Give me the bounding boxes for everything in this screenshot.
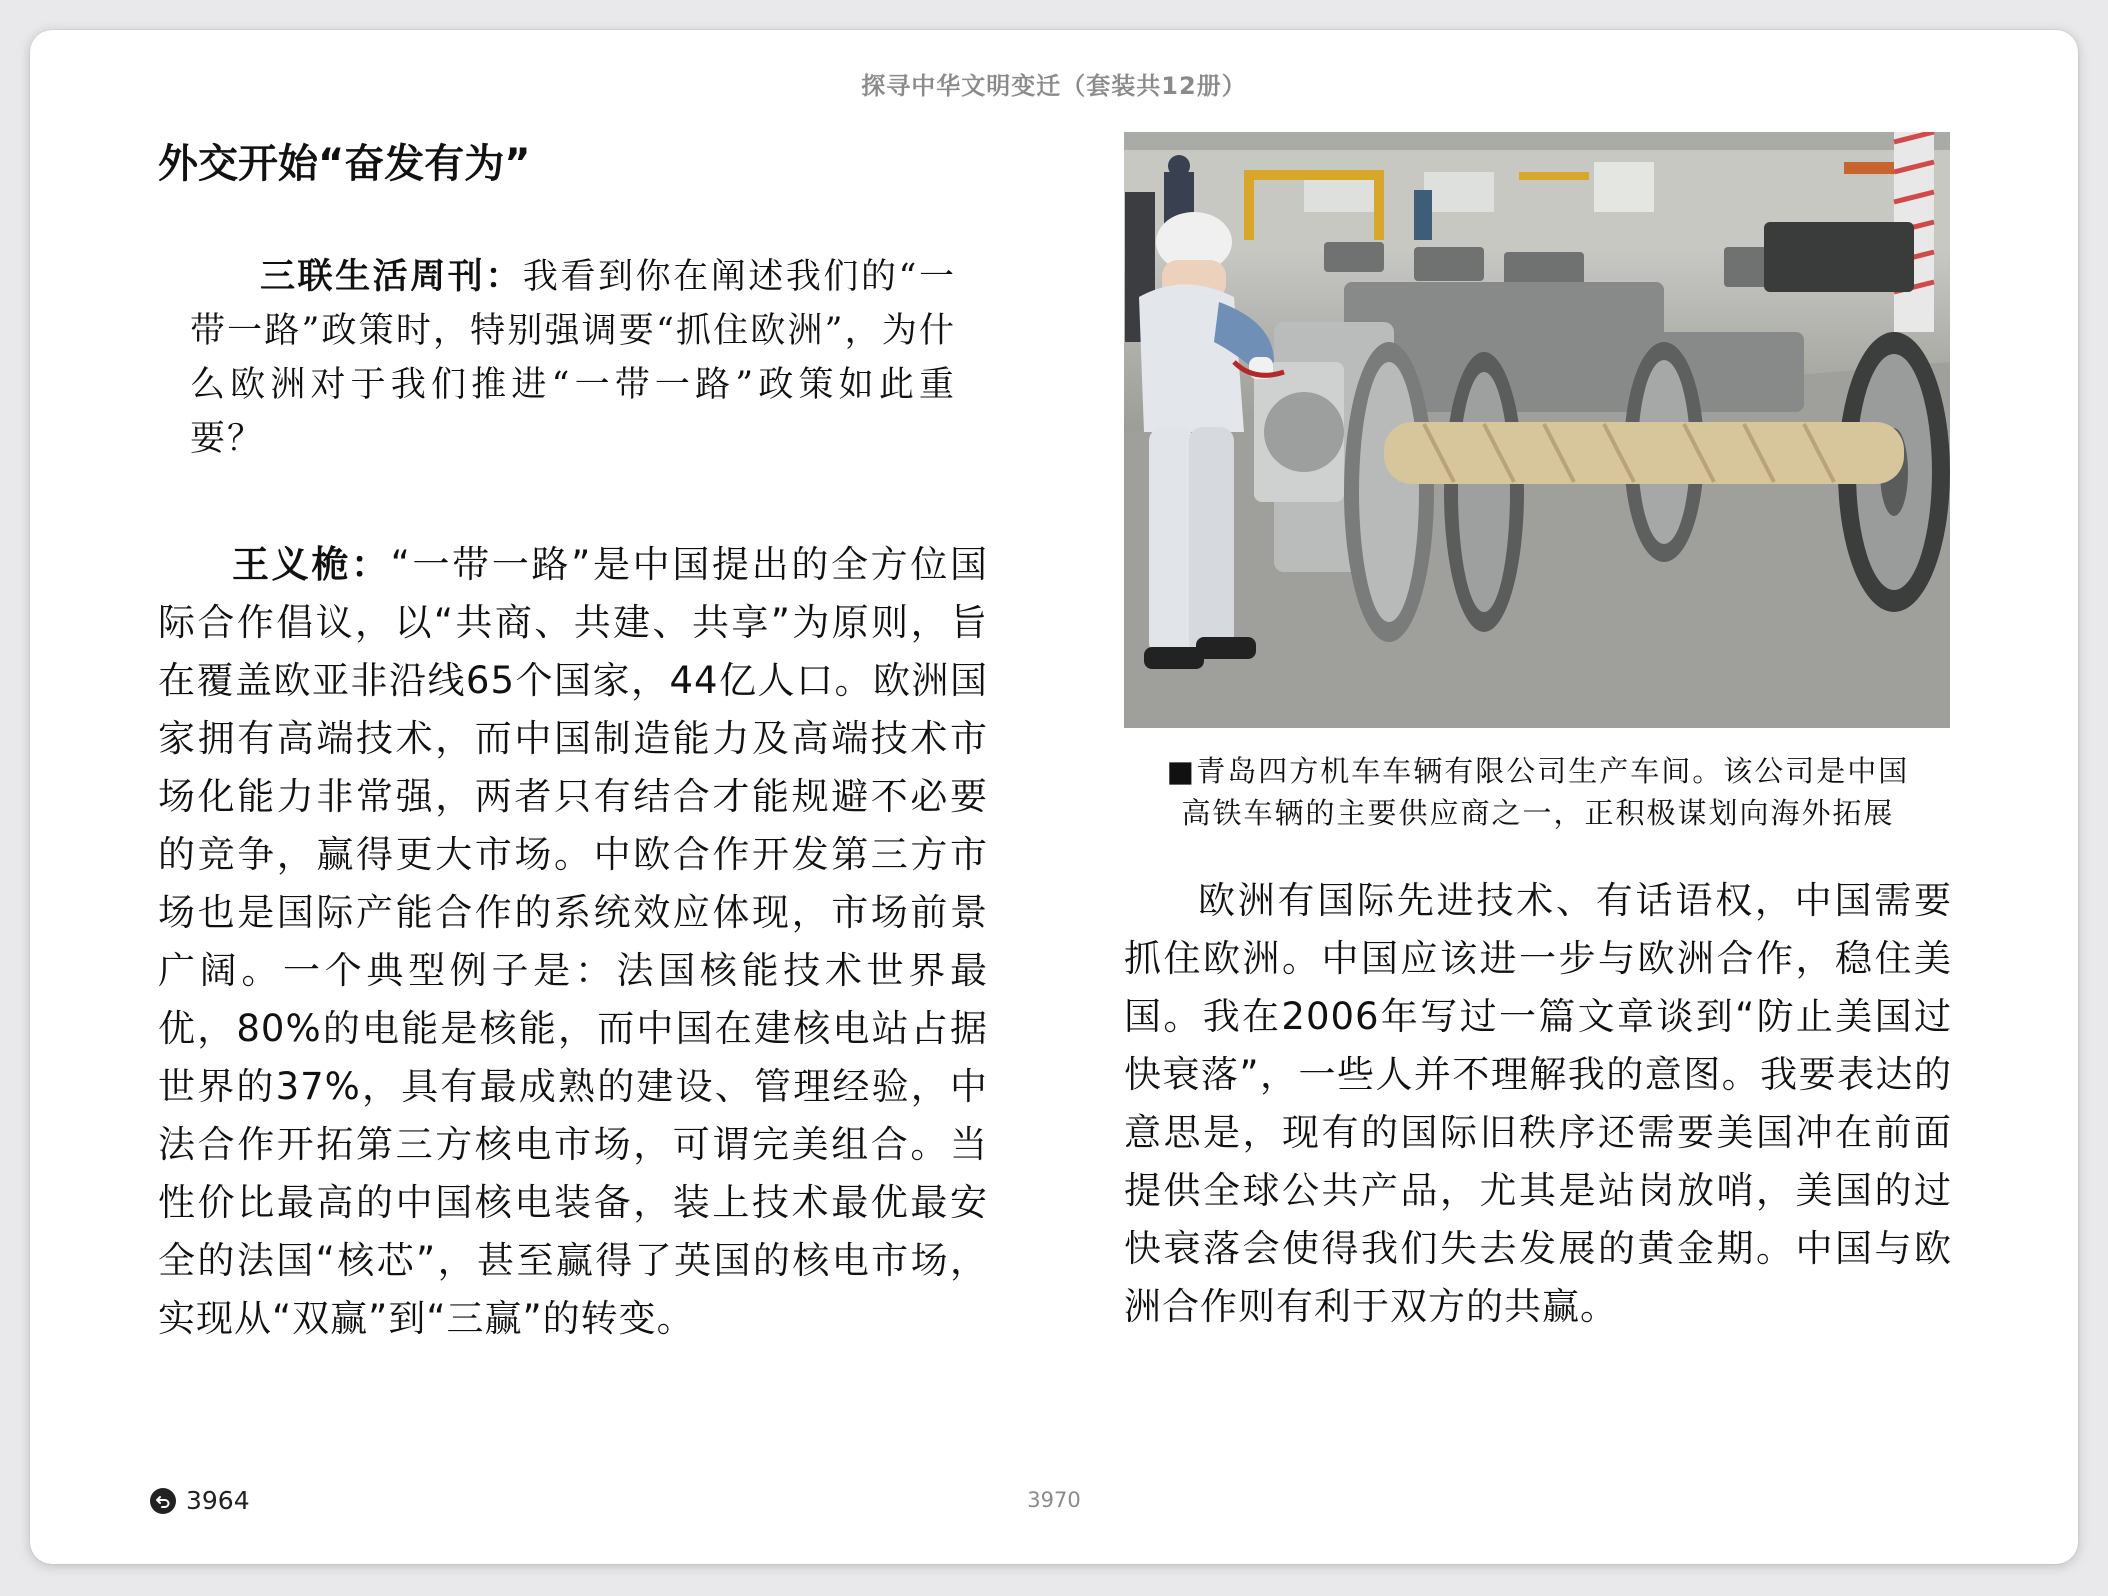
caption-line-1-text: 青岛四方机车车辆有限公司生产车间。该公司是中国 xyxy=(1196,754,1910,788)
question-text: 我看到你在阐述我们的“一带一路”政策时，特别强调要“抓住欧洲”，为什么欧洲对于我们推进“一带一路”政策如此重要？ xyxy=(190,257,956,459)
right-column xyxy=(1124,132,1952,1336)
caption-bullet-icon: ■ xyxy=(1166,754,1197,788)
answer-speaker: 王义桅： xyxy=(232,543,391,586)
interview-answer xyxy=(158,536,988,1348)
left-column xyxy=(158,136,988,1348)
photo-caption xyxy=(1124,750,1952,834)
book-title: 探寻中华文明变迁（套装共12册） xyxy=(861,72,1247,100)
reader-window xyxy=(30,30,2078,1564)
question-speaker: 三联生活周刊： xyxy=(260,256,523,297)
section-heading: 外交开始“奋发有为” xyxy=(158,141,531,187)
back-page-number: 3964 xyxy=(186,1486,250,1515)
factory-photo-illustration xyxy=(1124,132,1950,728)
caption-line-2: 高铁车辆的主要供应商之一，正积极谋划向海外拓展 xyxy=(1181,796,1895,830)
body-paragraph: 欧洲有国际先进技术、有话语权，中国需要抓住欧洲。中国应该进一步与欧洲合作，稳住美国。我在2006年写过一篇文章谈到“防止美国过快衰落”，一些人并不理解我的意图。我要表达的意思是，现有的国际旧秩序还需要美国冲在前面提供全球公共产品，尤其是站岗放哨，美国的过快衰落会使得我们失去发展的黄金期。中国与欧洲合作则有利于双方的共赢。 xyxy=(1124,879,1952,1328)
answer-text: “一带一路”是中国提出的全方位国际合作倡议，以“共商、共建、共享”为原则，旨在覆盖欧亚非沿线65个国家，44亿人口。欧洲国家拥有高端技术，而中国制造能力及高端技术市场化能力非常强，两者只有结合才能规避不必要的竞争，赢得更大市场。中欧合作开发第三方市场也是国际产能合作的系统效应体现，市场前景广阔。一个典型例子是：法国核能技术世界最优，80%的电能是核能，而中国在建核电站占据世界的37%，具有最成熟的建设、管理经验，中法合作开拓第三方核电市场，可谓完美组合。当性价比最高的中国核电装备，装上技术最优最安全的法国“核芯”，甚至赢得了英国的核电市场，实现从“双赢”到“三赢”的转变。 xyxy=(158,543,988,1340)
current-page-number: 3970 xyxy=(1027,1488,1081,1512)
caption-line-1 xyxy=(1124,750,1952,792)
factory-photo xyxy=(1124,132,1950,728)
interview-question xyxy=(158,250,988,466)
